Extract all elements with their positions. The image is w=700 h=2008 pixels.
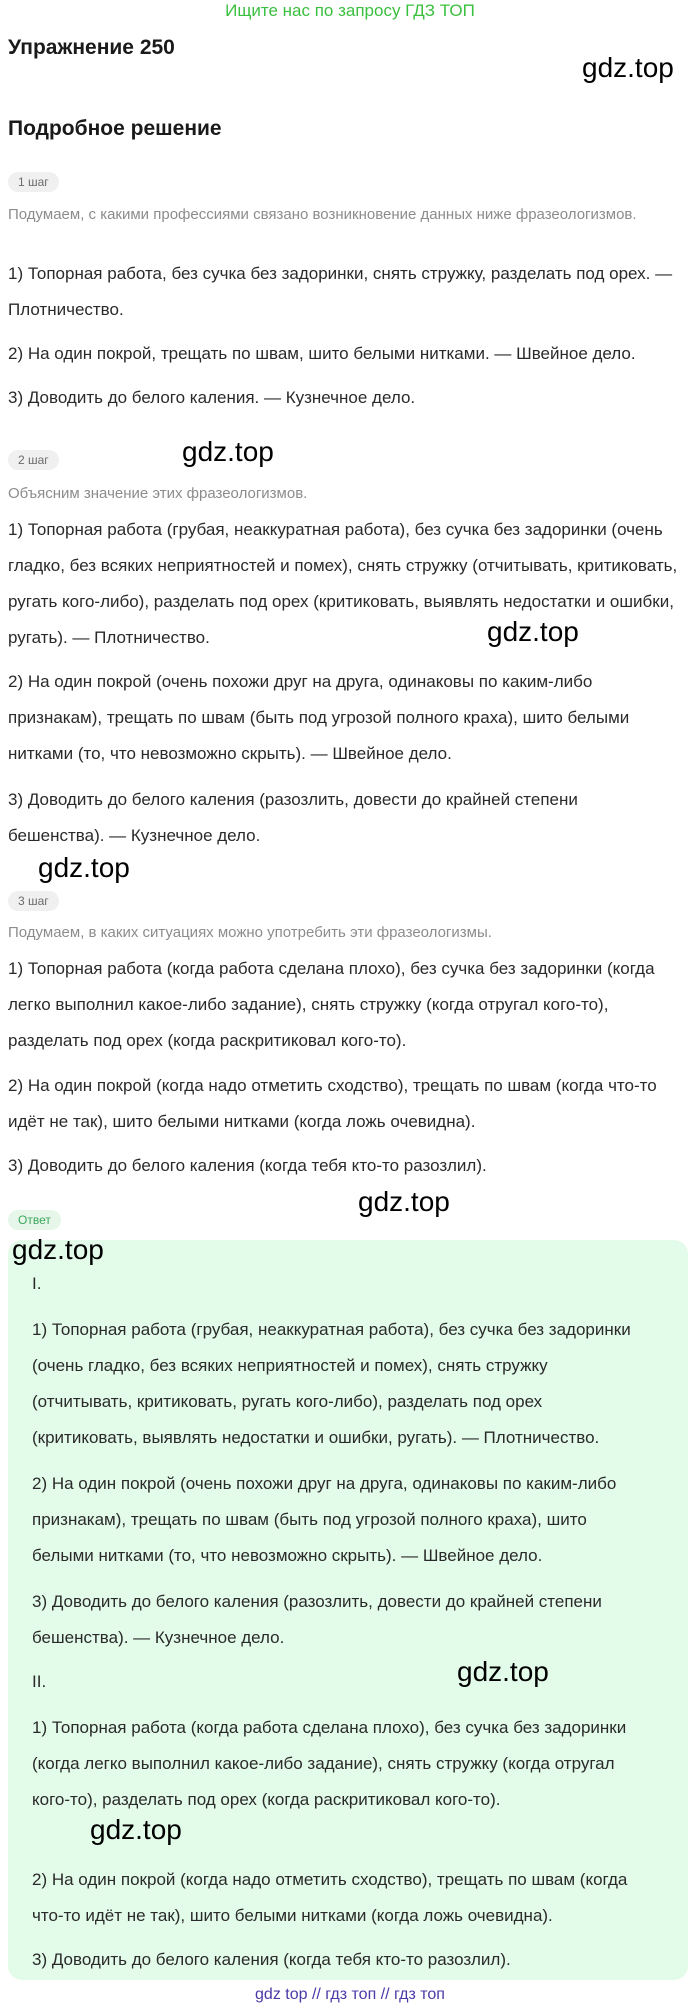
step-2-item-1: 1) Топорная работа (грубая, неаккуратная работа), без сучка без задоринки (очень гладко, без всяких неприятностей и помех), снять стружку (отчитывать, критиковать, ругать кого-либо), разделать под орех (критиковать, выявлять недостатки и ошибки, ругать). — Плотничество. <box>8 520 678 647</box>
step-2-item-3: 3) Доводить до белого каления (разозлить, довести до крайней степени бешенства). — Кузнечное дело. <box>8 790 578 845</box>
answer-badge: Ответ <box>8 1210 61 1230</box>
watermark: gdz.top <box>12 1234 104 1265</box>
step-3-badge: 3 шаг <box>8 891 59 911</box>
answer-part-2-item-2: 2) На один покрой (когда надо отметить сходство), трещать по швам (когда что-то идёт не так), шито белыми нитками (когда ложь очевидна). <box>32 1870 628 1925</box>
step-2-item-2: 2) На один покрой (очень похожи друг на друга, одинаковы по каким-либо признакам), трещать по швам (быть под угрозой полного краха), шито белыми нитками (то, что невозможно скрыть). — Швейное дело. <box>8 672 630 763</box>
answer-part-2-heading: II. <box>32 1672 47 1691</box>
step-1-item-1: 1) Топорная работа, без сучка без задоринки, снять стружку, разделать под орех. — Плотничество. <box>8 264 673 319</box>
watermark: gdz.top <box>182 436 274 467</box>
answer-part-1-item-2: 2) На один покрой (очень похожи друг на друга, одинаковы по каким-либо признакам), трещать по швам (быть под угрозой полного краха), шито белыми нитками (то, что невозможно скрыть). — Швейное дело. <box>32 1474 617 1565</box>
watermark: gdz.top <box>487 616 579 647</box>
search-banner: Ищите нас по запросу ГДЗ ТОП <box>225 1 475 20</box>
step-3-intro: Подумаем, в каких ситуациях можно употребить эти фразеологизмы. <box>8 924 492 941</box>
step-2-badge: 2 шаг <box>8 450 59 470</box>
step-1-item-2: 2) На один покрой, трещать по швам, шито белыми нитками. — Швейное дело. <box>8 344 636 363</box>
watermark: gdz.top <box>582 52 674 83</box>
section-title: Подробное решение <box>8 117 222 140</box>
answer-part-2-item-1: 1) Топорная работа (когда работа сделана плохо), без сучка без задоринки (когда легко выполнил какое-либо задание), снять стружку (когда отругал кого-то), разделать под орех (когда раскритиковал кого-то). <box>32 1718 627 1809</box>
step-1-item-3: 3) Доводить до белого каления. — Кузнечное дело. <box>8 388 416 407</box>
step-3-item-1: 1) Топорная работа (когда работа сделана плохо), без сучка без задоринки (когда легко выполнил какое-либо задание), снять стружку (когда отругал кого-то), разделать под орех (когда раскритиковал кого-то). <box>8 959 655 1050</box>
answer-part-2-item-3: 3) Доводить до белого каления (когда тебя кто-то разозлил). <box>32 1950 511 1969</box>
answer-part-1-item-3: 3) Доводить до белого каления (разозлить, довести до крайней степени бешенства). — Кузнечное дело. <box>32 1592 602 1647</box>
step-3-item-2: 2) На один покрой (когда надо отметить сходство), трещать по швам (когда что-то идёт не так), шито белыми нитками (когда ложь очевидна). <box>8 1076 657 1131</box>
watermark: gdz.top <box>457 1656 549 1687</box>
step-3-item-3: 3) Доводить до белого каления (когда тебя кто-то разозлил). <box>8 1156 487 1175</box>
page-title: Упражнение 250 <box>8 36 175 59</box>
watermark: gdz.top <box>90 1814 182 1845</box>
watermark: gdz.top <box>38 852 130 883</box>
step-2-intro: Объясним значение этих фразеологизмов. <box>8 485 308 502</box>
answer-part-1-heading: I. <box>32 1274 42 1293</box>
watermark: gdz.top <box>358 1186 450 1217</box>
step-1-badge: 1 шаг <box>8 172 59 192</box>
answer-part-1-item-1: 1) Топорная работа (грубая, неаккуратная работа), без сучка без задоринки (очень гладко, без всяких неприятностей и помех), снять стружку (отчитывать, критиковать, ругать кого-либо), разделать под орех (критиковать, выявлять недостатки и ошибки, ругать). — Плотничество. <box>32 1320 631 1447</box>
step-1-intro: Подумаем, с какими профессиями связано возникновение данных ниже фразеологизмов. <box>8 206 637 223</box>
footer-links[interactable]: gdz top // гдз топ // гдз топ <box>255 1986 445 2003</box>
